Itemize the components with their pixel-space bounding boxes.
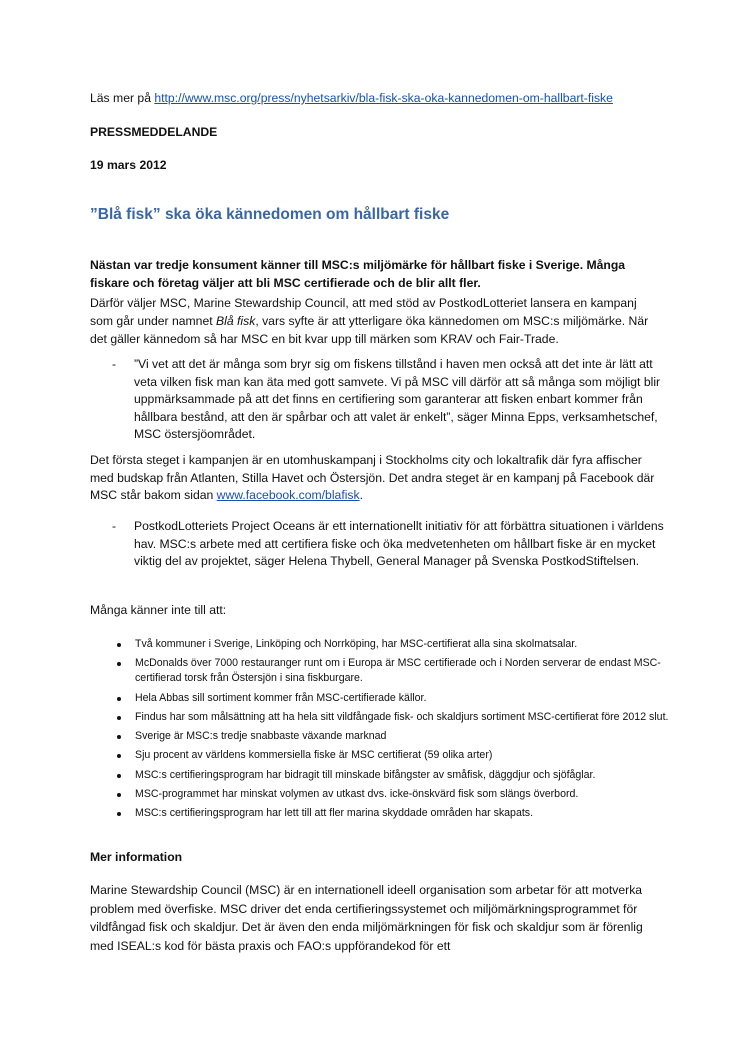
list-item (90, 691, 670, 706)
bullet-dot-icon (117, 643, 121, 647)
read-more-prefix: Läs mer på (90, 91, 155, 105)
list-item (90, 806, 670, 821)
bullet-dot-icon (117, 735, 121, 739)
list-item-text: Findus har som målsättning att ha hela sitt vildfångade fisk- och skaldjurs sortiment MSC-certifierat före 2012 slut. (135, 710, 669, 723)
release-date: 19 mars 2012 (90, 158, 167, 172)
list-item (90, 748, 670, 763)
intro-text-2: , vars syfte är att ytterligare öka kännedomen om MSC:s miljömärke. När det gäller kännedom så har MSC en bit kvar upp till märken som KRAV och Fair-Trade. (90, 313, 649, 346)
read-more-line (90, 90, 660, 107)
campaign-steps-paragraph (90, 452, 660, 505)
list-item (90, 637, 670, 652)
bullet-dot-icon (117, 754, 121, 758)
list-item-text: Sju procent av världens kommersiella fiske är MSC certifierat (59 olika arter) (135, 749, 493, 762)
intro-paragraph (90, 295, 660, 348)
dash-marker: - (112, 357, 117, 371)
campaign-steps-text: Det första steget i kampanjen är en utomhuskampanj i Stockholms city och lokaltrafik där fyra affischer med budskap från Atlanten, Stilla Havet och Östersjön. Det andra steget är en kampanj på Facebook där MSC står bakom sidan (90, 453, 655, 503)
lead-paragraph: Nästan var tredje konsument känner till MSC:s miljömärke för hållbart fiske i Sverige. Många fiskare och företag väljer att bli MSC certifierade och de blir allt fler. (90, 258, 626, 290)
list-item (90, 656, 670, 686)
list-item (90, 729, 670, 744)
bullet-dot-icon (117, 697, 121, 701)
list-item-text: McDonalds över 7000 restauranger runt om i Europa är MSC certifierade och i Norden serverar de endast MSC-certifierad torsk från Östersjön i sina fiskburgare. (135, 657, 661, 685)
campaign-name: Blå fisk (216, 313, 256, 328)
headline: ”Blå fisk” ska öka kännedomen om hållbart fiske (90, 206, 450, 223)
quote-thybell-text: PostkodLotteriets Project Oceans är ett internationellt initiativ för att förbättra situationen i världens hav. MSC:s arbete med att certifiera fiske och öka medvetenheten om hållbart fiske är en mycket viktig del av projektet, säger Helena Thybell, General Manager på Svenska PostkodStiftelsen. (134, 519, 664, 569)
list-item (90, 710, 670, 725)
campaign-steps-end: . (359, 488, 363, 503)
more-info-paragraph: Marine Stewardship Council (MSC) är en internationell ideell organisation som arbetar för att motverka problem med överfiske. MSC driver det enda certifieringssystemet och miljömärkningsprogrammet för vildfångad fisk och skaldjur. Det är även den enda miljömärkningen för fisk och skaldjur som är förenlig med ISEAL:s kod för bästa praxis och FAO:s uppförandekod för ett (90, 883, 643, 953)
list-item-text: Sverige är MSC:s tredje snabbaste växande marknad (135, 730, 387, 743)
bullet-dot-icon (117, 716, 121, 720)
list-item-text: MSC:s certifieringsprogram har bidragit till minskade bifångster av småfisk, däggdjur och sjöfåglar. (135, 768, 596, 781)
press-release-label: PRESSMEDDELANDE (90, 125, 218, 139)
facebook-link[interactable]: www.facebook.com/blafisk (216, 488, 360, 503)
list-item-text: Två kommuner i Sverige, Linköping och Norrköping, har MSC-certifierat alla sina skolmatsalar. (135, 638, 578, 650)
list-item-text: Hela Abbas sill sortiment kommer från MSC-certifierade källor. (135, 691, 427, 704)
intro-text-1: Därför väljer MSC, Marine Stewardship Council, att med stöd av PostkodLotteriet lansera en kampanj som går under namnet (90, 296, 637, 328)
press-article-link[interactable]: http://www.msc.org/press/nyhetsarkiv/bla-fisk-ska-oka-kannedomen-om-hallbart-fiske (154, 91, 613, 105)
bullet-dot-icon (117, 662, 121, 666)
facts-list (90, 637, 670, 826)
more-info-heading: Mer information (90, 850, 183, 864)
list-item (90, 768, 670, 783)
bullet-dot-icon (117, 774, 121, 778)
quote-epps-text: ”Vi vet att det är många som bryr sig om fiskens tillstånd i haven men också att det inte är lätt att veta vilken fisk man kan äta med gott samvete. Vi på MSC vill därför att så många som möjligt blir uppmärksammade på att det finns en certifiering som garanterar att fisken enbart kommer från hållbara bestånd, att den är spårbar och att valet är enkelt”, säger Minna Epps, verksamhetschef, MSC östersjöområdet. (134, 357, 661, 442)
list-item-text: MSC-programmet har minskat volymen av utkast dvs. icke-önskvärd fisk som slängs överbord. (135, 788, 579, 801)
list-item (90, 787, 670, 802)
facts-intro: Många känner inte till att: (90, 603, 227, 617)
dash-marker: - (112, 519, 117, 533)
bullet-dot-icon (117, 812, 121, 816)
list-item-text: MSC:s certifieringsprogram har lett till att fler marina skyddade områden har skapats. (135, 807, 534, 820)
bullet-dot-icon (117, 793, 121, 797)
